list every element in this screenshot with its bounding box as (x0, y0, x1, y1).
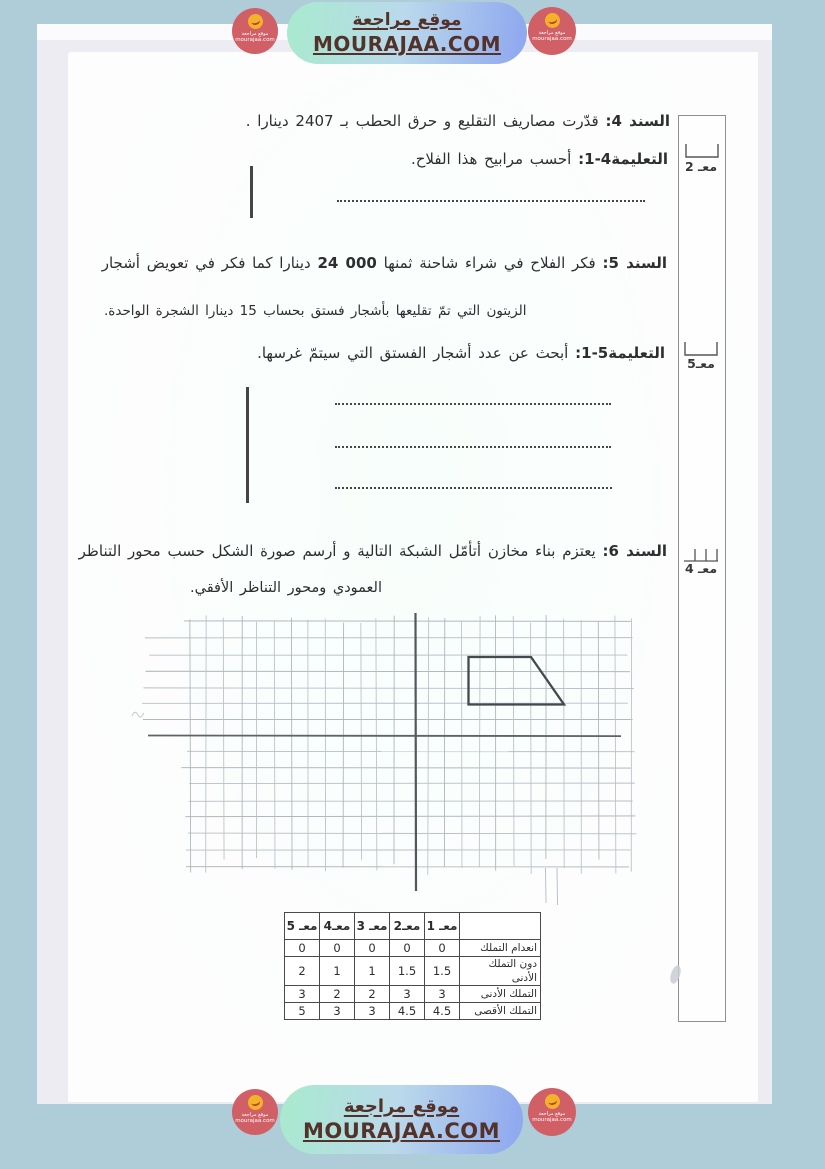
site-logo-badge-top-right[interactable] (528, 7, 576, 55)
score-table (284, 912, 541, 1020)
cell: 3 (390, 986, 425, 1003)
site-domain: MOURAJAA.COM (313, 32, 501, 56)
badge-site-domain: mourajaa.com (532, 1117, 572, 1123)
badge-logo-icon (248, 1095, 263, 1110)
table-row (285, 940, 541, 957)
score-table-header: معـ 1 (425, 913, 460, 940)
table-row (285, 957, 541, 986)
section6-statement-line2: العمودي ومحور التناظر الأفقي. (190, 580, 382, 596)
section6-statement-line1 (79, 541, 667, 562)
margin-mark-label: معـ5 (687, 356, 715, 371)
badge-site-domain: mourajaa.com (235, 1118, 275, 1124)
site-logo-badge-bottom-left[interactable] (232, 1089, 278, 1135)
section5-text-b: دينارا كما فكر في تعويض أشجار (101, 254, 318, 272)
badge-site-domain: mourajaa.com (532, 36, 572, 42)
margin-mark-label: معـ 4 (684, 561, 718, 576)
badge-site-name-arabic: موقع مراجعة (241, 31, 269, 37)
cell: 1 (320, 957, 355, 986)
site-logo-badge-top-left[interactable] (232, 8, 278, 54)
site-logo-badge-bottom-right[interactable] (528, 1088, 576, 1136)
score-table-header: معـ 3 (355, 913, 390, 940)
section4-instruction-heading: التعليمة4-1: (578, 150, 668, 168)
cell: 1.5 (390, 957, 425, 986)
pen-stroke (250, 166, 253, 218)
section5-statement-line2: الزيتون التي تمّ تقليعها بأشجار فستق بحساب 15 دينارا الشجرة الواحدة. (104, 303, 527, 319)
section6-text: يعتزم بناء مخازن أتأمّل الشبكة التالية و أرسم صورة الشكل حسب محور التناظر (78, 542, 603, 560)
score-table-header: معـ4 (320, 913, 355, 940)
section6-heading: السند 6: (602, 542, 667, 560)
score-table-header-row (285, 913, 541, 940)
cell: 5 (285, 1003, 320, 1020)
section5-price-value: 24 000 (317, 254, 377, 272)
cell: 3 (320, 1003, 355, 1020)
cell: 0 (390, 940, 425, 957)
table-row (285, 1003, 541, 1020)
badge-site-domain: mourajaa.com (235, 37, 275, 43)
cell: 4.5 (390, 1003, 425, 1020)
cell: 4.5 (425, 1003, 460, 1020)
cell: 0 (320, 940, 355, 957)
site-name-arabic: موقع مراجعة (352, 10, 462, 30)
cell: 1.5 (425, 957, 460, 986)
cell: 0 (285, 940, 320, 957)
cell: 2 (320, 986, 355, 1003)
bracket-icon (683, 142, 721, 160)
answer-dotted-line (335, 393, 611, 405)
score-table-header: معـ2 (390, 913, 425, 940)
badge-site-name-arabic: موقع مراجعة (241, 1112, 269, 1118)
cell: 3 (355, 1003, 390, 1020)
section5-statement-line1 (102, 253, 667, 274)
site-domain: MOURAJAA.COM (302, 1118, 501, 1143)
answer-dotted-line (335, 436, 611, 448)
row-label: دون التملك الأدنى (460, 957, 541, 986)
section4-statement-line (246, 111, 670, 132)
score-table-header: معـ 5 (285, 913, 320, 940)
answer-dotted-line (337, 190, 645, 202)
pen-stroke (246, 387, 249, 503)
section5-instruction-text: أبحث عن عدد أشجار الفستق التي سيتمّ غرسها. (257, 344, 576, 362)
section5-instruction-heading: التعليمة5-1: (575, 344, 665, 362)
cell: 2 (285, 957, 320, 986)
section4-instruction-line (411, 149, 668, 170)
answer-dotted-line (335, 477, 612, 489)
row-label: التملك الأقصى (460, 1003, 541, 1020)
badge-logo-icon (545, 1094, 560, 1109)
badge-logo-icon (248, 14, 263, 29)
table-row (285, 986, 541, 1003)
badge-site-name-arabic: موقع مراجعة (538, 30, 566, 36)
badge-logo-icon (545, 13, 560, 28)
cell: 1 (355, 957, 390, 986)
site-name-arabic: موقع مراجعة (343, 1095, 460, 1117)
section5-text-a: فكر الفلاح في شراء شاحنة ثمنها (376, 254, 603, 272)
section4-instruction-text: أحسب مرابيح هذا الفلاح. (410, 150, 579, 168)
cell: 3 (285, 986, 320, 1003)
margin-mark-label: معـ 2 (684, 159, 718, 174)
section5-heading: السند 5: (602, 254, 667, 272)
cell: 0 (425, 940, 460, 957)
cell: 2 (355, 986, 390, 1003)
footer-site-banner[interactable] (280, 1085, 523, 1154)
cell: 3 (425, 986, 460, 1003)
header-site-banner[interactable] (287, 2, 527, 64)
section5-instruction-line (257, 343, 665, 364)
row-label: التملك الأدنى (460, 986, 541, 1003)
score-table-corner-cell (460, 913, 541, 940)
row-label: انعدام التملك (460, 940, 541, 957)
section4-text: قدّرت مصاريف التقليع و حرق الحطب بـ 2407 دينارا . (245, 112, 606, 130)
section4-heading: السند 4: (605, 112, 670, 130)
badge-site-name-arabic: موقع مراجعة (538, 1111, 566, 1117)
cell: 0 (355, 940, 390, 957)
